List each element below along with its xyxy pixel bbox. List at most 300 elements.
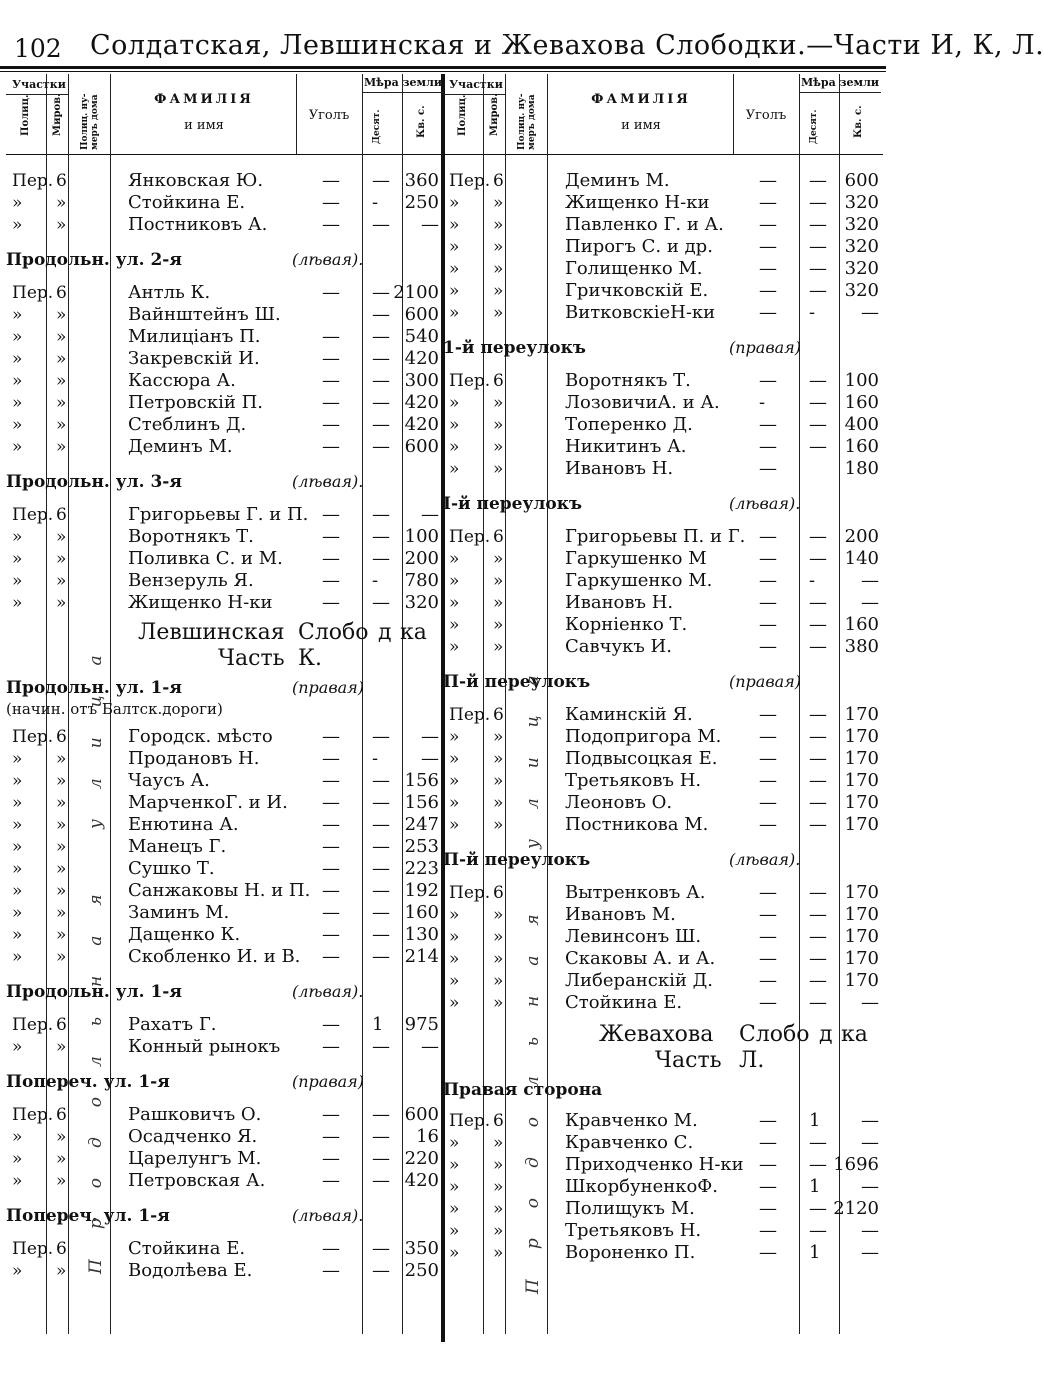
cell-u: — bbox=[759, 636, 777, 657]
section-side: (правая) bbox=[292, 678, 365, 697]
cell-u: — bbox=[322, 1104, 340, 1125]
cell-p: » bbox=[12, 393, 23, 413]
section-side: (правая) bbox=[729, 672, 802, 691]
page-title: Солдатская, Левшинская и Жевахова Слободки.—Части И, К, Л. bbox=[90, 30, 1044, 61]
cell-m: 6 bbox=[56, 1105, 67, 1125]
section-title: I-й переулокъ bbox=[443, 494, 583, 514]
cell-s: — bbox=[861, 592, 879, 613]
cell-name: Третьяковъ Н. bbox=[565, 1220, 702, 1241]
header-ugol: Уголъ bbox=[745, 108, 787, 123]
cell-u: — bbox=[322, 770, 340, 791]
cell-u: — bbox=[322, 792, 340, 813]
cell-s: 600 bbox=[404, 1104, 439, 1125]
table-row bbox=[443, 280, 883, 302]
cell-u: — bbox=[759, 1176, 777, 1197]
cell-name: Григорьевы П. и Г. bbox=[565, 526, 746, 547]
cell-d: 1 bbox=[809, 1242, 821, 1263]
cell-name: Вороненко П. bbox=[565, 1242, 696, 1263]
cell-p: » bbox=[12, 815, 23, 835]
section-title: Продольн. ул. 3-я bbox=[6, 472, 182, 492]
cell-m: » bbox=[56, 947, 67, 967]
cell-d: - bbox=[372, 570, 379, 591]
cell-s: 320 bbox=[404, 592, 439, 613]
cell-s: 320 bbox=[844, 192, 879, 213]
cell-m: » bbox=[493, 749, 504, 769]
cell-u: — bbox=[322, 282, 340, 303]
cell-d: — bbox=[372, 858, 390, 879]
table-row bbox=[6, 548, 443, 570]
cell-name: Кравченко М. bbox=[565, 1110, 698, 1131]
cell-name: Жищенко Н-ки bbox=[128, 592, 273, 613]
cell-p: » bbox=[449, 1221, 460, 1241]
cell-u: — bbox=[322, 814, 340, 835]
cell-name: Вайнштейнъ Ш. bbox=[128, 304, 281, 325]
cell-m: » bbox=[493, 393, 504, 413]
cell-m: 6 bbox=[56, 727, 67, 747]
cell-m: » bbox=[56, 793, 67, 813]
cell-u: — bbox=[322, 570, 340, 591]
cell-s: 200 bbox=[844, 526, 879, 547]
header-nomer-doma: Полиц. ну- меръ дома bbox=[517, 93, 537, 150]
cell-u: — bbox=[759, 1198, 777, 1219]
cell-p: » bbox=[12, 947, 23, 967]
cell-m: » bbox=[493, 927, 504, 947]
cell-m: » bbox=[56, 349, 67, 369]
cell-d: — bbox=[809, 192, 827, 213]
table-row bbox=[443, 726, 883, 748]
cell-u: — bbox=[759, 592, 777, 613]
table-row bbox=[443, 992, 883, 1014]
cell-m: » bbox=[56, 193, 67, 213]
section-heading bbox=[443, 494, 883, 518]
cell-m: 6 bbox=[56, 171, 67, 191]
cell-d: — bbox=[372, 792, 390, 813]
cell-p: » bbox=[449, 949, 460, 969]
cell-m: » bbox=[56, 1037, 67, 1057]
cell-s: 253 bbox=[404, 836, 439, 857]
section-heading bbox=[443, 1080, 883, 1104]
cell-u: — bbox=[322, 392, 340, 413]
cell-p: » bbox=[12, 881, 23, 901]
cell-name: Царелунгъ М. bbox=[128, 1148, 262, 1169]
table-row bbox=[6, 946, 443, 968]
cell-u: — bbox=[759, 1220, 777, 1241]
table-row bbox=[443, 1242, 883, 1264]
cell-m: » bbox=[56, 571, 67, 591]
cell-s: 420 bbox=[404, 392, 439, 413]
cell-m: » bbox=[56, 1261, 67, 1281]
cell-d: — bbox=[809, 1132, 827, 1153]
cell-u: — bbox=[322, 214, 340, 235]
table-row bbox=[443, 458, 883, 480]
cell-p: » bbox=[449, 815, 460, 835]
cell-d: — bbox=[809, 1198, 827, 1219]
cell-s: 100 bbox=[404, 526, 439, 547]
cell-m: » bbox=[493, 1177, 504, 1197]
cell-u: — bbox=[759, 526, 777, 547]
header-familia: ФАМИЛІЯ bbox=[154, 92, 254, 107]
cell-s: 170 bbox=[844, 926, 879, 947]
cell-u: — bbox=[759, 458, 777, 479]
cell-u: — bbox=[759, 436, 777, 457]
cell-p: » bbox=[449, 459, 460, 479]
cell-m: 6 bbox=[56, 505, 67, 525]
cell-p: Пер. bbox=[449, 171, 491, 191]
cell-p: » bbox=[12, 327, 23, 347]
cell-m: » bbox=[493, 415, 504, 435]
cell-p: » bbox=[449, 237, 460, 257]
cell-name: Вензеруль Я. bbox=[128, 570, 254, 591]
cell-u: — bbox=[759, 236, 777, 257]
header-nomer-doma: Полиц. ну- меръ дома bbox=[80, 93, 100, 150]
table-row bbox=[443, 636, 883, 658]
cell-name: Савчукъ И. bbox=[565, 636, 672, 657]
cell-u: — bbox=[759, 726, 777, 747]
cell-u: — bbox=[759, 992, 777, 1013]
cell-d: — bbox=[809, 770, 827, 791]
cell-u: — bbox=[322, 1036, 340, 1057]
cell-d: — bbox=[372, 1036, 390, 1057]
cell-s: 156 bbox=[404, 770, 439, 791]
cell-s: — bbox=[861, 1132, 879, 1153]
table-row bbox=[443, 926, 883, 948]
section-side: (лѣвая). bbox=[729, 494, 801, 513]
cell-m: » bbox=[56, 549, 67, 569]
section-title: Продольн. ул. 1-я bbox=[6, 678, 182, 698]
cell-s: 170 bbox=[844, 748, 879, 769]
cell-s: 220 bbox=[404, 1148, 439, 1169]
cell-d: — bbox=[809, 258, 827, 279]
cell-name: Воротнякъ Т. bbox=[565, 370, 691, 391]
cell-s: — bbox=[421, 726, 439, 747]
cell-u: — bbox=[322, 592, 340, 613]
cell-name: Чаусъ А. bbox=[128, 770, 210, 791]
header-desyat: Десят. bbox=[372, 109, 382, 144]
cell-m: » bbox=[493, 1133, 504, 1153]
cell-m: 6 bbox=[493, 883, 504, 903]
cell-u: — bbox=[322, 1148, 340, 1169]
cell-p: » bbox=[12, 1127, 23, 1147]
cell-m: 6 bbox=[56, 1239, 67, 1259]
cell-name: Стойкина Е. bbox=[128, 1238, 246, 1259]
cell-m: » bbox=[493, 215, 504, 235]
cell-d: — bbox=[809, 170, 827, 191]
header-hline bbox=[799, 92, 881, 93]
cell-s: 600 bbox=[404, 304, 439, 325]
cell-d: — bbox=[372, 436, 390, 457]
cell-name: Ивановъ Н. bbox=[565, 592, 674, 613]
cell-name: Деминъ М. bbox=[565, 170, 670, 191]
section-heading bbox=[443, 672, 883, 696]
cell-s: 170 bbox=[844, 792, 879, 813]
cell-d: — bbox=[809, 992, 827, 1013]
cell-p: Пер. bbox=[12, 505, 54, 525]
cell-name: Санжаковы Н. и П. bbox=[128, 880, 311, 901]
section-title: Продольн. ул. 2-я bbox=[6, 250, 182, 270]
cell-m: » bbox=[56, 837, 67, 857]
right-column bbox=[443, 74, 883, 1334]
cell-d: — bbox=[372, 1238, 390, 1259]
header-kv: Кв. с. bbox=[853, 105, 864, 138]
cell-p: » bbox=[449, 193, 460, 213]
cell-p: » bbox=[449, 727, 460, 747]
cell-m: » bbox=[493, 637, 504, 657]
cell-p: » bbox=[449, 1243, 460, 1263]
cell-d: 1 bbox=[372, 1014, 384, 1035]
region-heading-part: Жевахова bbox=[599, 1022, 714, 1047]
section-side: (правая) bbox=[292, 1072, 365, 1091]
cell-m: 6 bbox=[493, 1111, 504, 1131]
cell-d: — bbox=[372, 414, 390, 435]
section-side: (правая) bbox=[729, 338, 802, 357]
cell-name: Водолѣева Е. bbox=[128, 1260, 253, 1281]
cell-s: 247 bbox=[404, 814, 439, 835]
cell-name: ШкорбуненкоФ. bbox=[565, 1176, 718, 1197]
cell-name: Топеренко Д. bbox=[565, 414, 693, 435]
region-heading-part: д bbox=[819, 1022, 833, 1047]
cell-p: » bbox=[449, 259, 460, 279]
cell-p: Пер. bbox=[12, 1105, 54, 1125]
cell-d: — bbox=[372, 1126, 390, 1147]
cell-s: 320 bbox=[844, 214, 879, 235]
cell-p: » bbox=[12, 1149, 23, 1169]
cell-p: » bbox=[12, 527, 23, 547]
cell-p: » bbox=[449, 749, 460, 769]
cell-m: » bbox=[493, 303, 504, 323]
cell-p: » bbox=[12, 193, 23, 213]
cell-m: » bbox=[56, 925, 67, 945]
cell-p: » bbox=[449, 303, 460, 323]
cell-p: » bbox=[449, 927, 460, 947]
table-row bbox=[6, 414, 443, 436]
region-heading-part: Л. bbox=[739, 1048, 765, 1073]
table-row bbox=[443, 192, 883, 214]
cell-d: — bbox=[372, 1148, 390, 1169]
cell-u: — bbox=[322, 1126, 340, 1147]
cell-d: — bbox=[809, 370, 827, 391]
region-heading-part: ка bbox=[841, 1022, 868, 1047]
table-row bbox=[443, 1198, 883, 1220]
cell-p: » bbox=[449, 549, 460, 569]
cell-u: — bbox=[322, 526, 340, 547]
cell-name: МарченкоГ. и И. bbox=[128, 792, 288, 813]
cell-name: Стеблинъ Д. bbox=[128, 414, 247, 435]
cell-p: » bbox=[12, 549, 23, 569]
table-row bbox=[6, 370, 443, 392]
cell-s: 975 bbox=[404, 1014, 439, 1035]
cell-s: 170 bbox=[844, 770, 879, 791]
table-row bbox=[6, 214, 443, 236]
cell-name: Никитинъ А. bbox=[565, 436, 687, 457]
cell-s: 160 bbox=[844, 614, 879, 635]
cell-m: » bbox=[56, 437, 67, 457]
header-mirov: Миров. bbox=[52, 93, 63, 136]
cell-p: » bbox=[12, 771, 23, 791]
cell-u: — bbox=[322, 858, 340, 879]
cell-s: — bbox=[861, 1220, 879, 1241]
cell-p: » bbox=[449, 571, 460, 591]
cell-s: 170 bbox=[844, 704, 879, 725]
cell-d: — bbox=[809, 236, 827, 257]
cell-m: » bbox=[56, 393, 67, 413]
cell-m: » bbox=[493, 281, 504, 301]
cell-p: » bbox=[12, 903, 23, 923]
cell-p: Пер. bbox=[449, 371, 491, 391]
table-row bbox=[443, 1220, 883, 1242]
cell-s: — bbox=[421, 1036, 439, 1057]
cell-m: 6 bbox=[493, 171, 504, 191]
cell-m: » bbox=[493, 1155, 504, 1175]
section-side: (лѣвая). bbox=[292, 982, 364, 1001]
cell-p: » bbox=[449, 793, 460, 813]
cell-u: — bbox=[759, 970, 777, 991]
header-divider bbox=[110, 74, 111, 154]
section-heading bbox=[6, 250, 443, 274]
cell-m: » bbox=[493, 793, 504, 813]
cell-s: 420 bbox=[404, 348, 439, 369]
table-row bbox=[6, 726, 443, 748]
cell-p: » bbox=[449, 1177, 460, 1197]
cell-s: 420 bbox=[404, 414, 439, 435]
cell-d: — bbox=[809, 792, 827, 813]
cell-d: — bbox=[809, 882, 827, 903]
cell-d: — bbox=[372, 836, 390, 857]
table-row bbox=[6, 1260, 443, 1282]
cell-m: » bbox=[493, 1243, 504, 1263]
header-ugol: Уголъ bbox=[308, 108, 350, 123]
cell-name: Гричковскій Е. bbox=[565, 280, 709, 301]
cell-m: » bbox=[56, 527, 67, 547]
column-header bbox=[443, 74, 883, 155]
section-title: рона bbox=[555, 1080, 603, 1100]
cell-d: — bbox=[372, 392, 390, 413]
cell-d: — bbox=[809, 926, 827, 947]
cell-p: Пер. bbox=[449, 1111, 491, 1131]
cell-name: Кравченко С. bbox=[565, 1132, 694, 1153]
cell-d: — bbox=[809, 436, 827, 457]
section-subheading bbox=[6, 700, 443, 724]
cell-name: Скаковы А. и А. bbox=[565, 948, 716, 969]
cell-d: — bbox=[809, 904, 827, 925]
cell-m: » bbox=[56, 815, 67, 835]
header-mera-zemli: Мѣра земли bbox=[363, 76, 443, 89]
cell-s: 320 bbox=[844, 280, 879, 301]
cell-u: — bbox=[759, 170, 777, 191]
table-row bbox=[443, 592, 883, 614]
cell-s: — bbox=[421, 214, 439, 235]
table-row bbox=[443, 1132, 883, 1154]
table-row bbox=[6, 170, 443, 192]
table-row bbox=[443, 748, 883, 770]
region-heading-part: Левшинская bbox=[138, 620, 285, 645]
table-row bbox=[443, 436, 883, 458]
table-row bbox=[443, 570, 883, 592]
cell-name: Вытренковъ А. bbox=[565, 882, 706, 903]
cell-d: — bbox=[809, 548, 827, 569]
table-row bbox=[6, 748, 443, 770]
cell-name: Гаркушенко М bbox=[565, 548, 707, 569]
section-heading bbox=[6, 678, 443, 702]
header-divider bbox=[68, 74, 69, 154]
table-row bbox=[443, 548, 883, 570]
cell-s: — bbox=[861, 1176, 879, 1197]
cell-d: — bbox=[809, 392, 827, 413]
table-row bbox=[6, 526, 443, 548]
cell-u: — bbox=[322, 170, 340, 191]
margin-vertical-label: Продольная улица bbox=[523, 645, 543, 1294]
table-row bbox=[443, 704, 883, 726]
header-divider bbox=[505, 74, 506, 154]
cell-u: — bbox=[759, 770, 777, 791]
cell-name: Корніенко Т. bbox=[565, 614, 688, 635]
cell-name: Постникова М. bbox=[565, 814, 709, 835]
cell-u: — bbox=[759, 948, 777, 969]
cell-m: » bbox=[56, 327, 67, 347]
cell-s: 300 bbox=[404, 370, 439, 391]
cell-u: — bbox=[759, 280, 777, 301]
section-heading bbox=[443, 850, 883, 874]
cell-d: — bbox=[809, 414, 827, 435]
cell-name: Приходченко Н-ки bbox=[565, 1154, 744, 1175]
cell-name: Конный рынокъ bbox=[128, 1036, 281, 1057]
cell-p: » bbox=[449, 415, 460, 435]
cell-m: » bbox=[56, 593, 67, 613]
cell-s: 420 bbox=[404, 1170, 439, 1191]
cell-name: Заминъ М. bbox=[128, 902, 230, 923]
section-heading bbox=[6, 982, 443, 1006]
cell-name: Воротнякъ Т. bbox=[128, 526, 254, 547]
cell-s: — bbox=[861, 992, 879, 1013]
cell-d: — bbox=[372, 326, 390, 347]
cell-name: Скобленко И. и В. bbox=[128, 946, 301, 967]
cell-s: 16 bbox=[416, 1126, 439, 1147]
cell-m: 6 bbox=[493, 371, 504, 391]
cell-s: 2120 bbox=[833, 1198, 879, 1219]
cell-u: — bbox=[322, 836, 340, 857]
cell-u: — bbox=[322, 414, 340, 435]
table-row bbox=[6, 858, 443, 880]
cell-d: — bbox=[372, 370, 390, 391]
cell-s: 160 bbox=[404, 902, 439, 923]
cell-u: — bbox=[322, 946, 340, 967]
cell-u: — bbox=[759, 748, 777, 769]
table-row bbox=[6, 504, 443, 526]
cell-name: Подвысоцкая Е. bbox=[565, 748, 718, 769]
cell-u: — bbox=[759, 302, 777, 323]
table-row bbox=[443, 214, 883, 236]
cell-p: » bbox=[12, 793, 23, 813]
cell-name: Ивановъ Н. bbox=[565, 458, 674, 479]
cell-s: 170 bbox=[844, 948, 879, 969]
header-imya: и имя bbox=[621, 118, 661, 133]
cell-m: » bbox=[56, 749, 67, 769]
cell-name: Подопригора М. bbox=[565, 726, 722, 747]
cell-m: » bbox=[56, 859, 67, 879]
cell-name: Милиціанъ П. bbox=[128, 326, 261, 347]
cell-m: » bbox=[493, 727, 504, 747]
cell-d: — bbox=[372, 814, 390, 835]
cell-d: - bbox=[372, 748, 379, 769]
cell-name: Стойкина Е. bbox=[565, 992, 683, 1013]
cell-p: » bbox=[449, 215, 460, 235]
cell-p: » bbox=[449, 281, 460, 301]
table-row bbox=[443, 614, 883, 636]
cell-d: — bbox=[372, 526, 390, 547]
cell-name: Голищенко М. bbox=[565, 258, 703, 279]
table-row bbox=[6, 304, 443, 326]
cell-u: — bbox=[759, 570, 777, 591]
cell-name: Каминскій Я. bbox=[565, 704, 693, 725]
